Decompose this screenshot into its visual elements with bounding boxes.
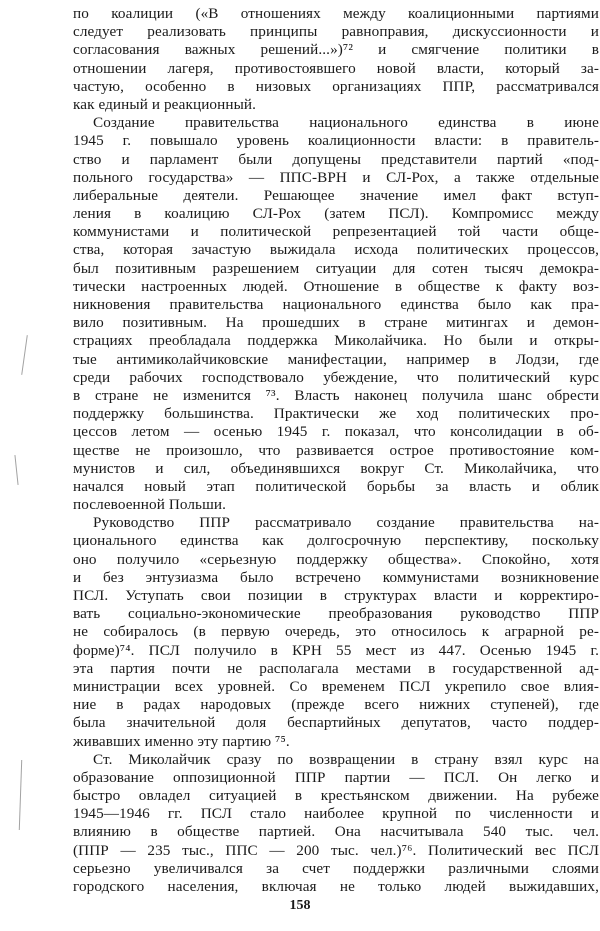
text-line: мунистов и сил, объединявшихся вокруг Ст. Миколайчика, что — [73, 459, 599, 477]
text-line: поддержку большинства. Практически же ход политических про- — [73, 405, 599, 423]
text-line: вило позитивным. На прошедших в стране митингах и демон- — [73, 314, 599, 332]
text-line: был позитивным разрешением ситуации для сотен тысяч демокра- — [73, 259, 599, 277]
margin-pencil-mark — [21, 335, 28, 375]
text-line: 1945—1946 гг. ПСЛ стало наиболее крупной по численности и — [73, 805, 599, 823]
text-line: как единый и реакционный. — [73, 95, 257, 113]
text-line: следует реализовать принципы равноправия, дискуссионности и — [73, 23, 599, 41]
text-line: форме)⁷⁴. ПСЛ получило в КРН 55 мест из 447. Осенью 1945 г. — [73, 641, 599, 659]
paragraph — [73, 751, 599, 897]
paragraph — [73, 114, 599, 514]
text-line: послевоенной Польши. — [73, 496, 227, 514]
page-body-text — [73, 5, 599, 896]
text-line: (ППР — 235 тыс., ППС — 200 тыс. чел.)⁷⁶. Политический вес ПСЛ — [73, 841, 599, 859]
text-line: живавших именно эту партию ⁷⁵. — [73, 732, 290, 750]
text-line: страциях преобладала поддержка Миколайчика. Но были и откры- — [73, 332, 599, 350]
paragraph — [73, 5, 599, 114]
text-line: и без энтузиазма было встречено коммунистами возникновение — [73, 568, 599, 586]
margin-pencil-mark — [14, 455, 18, 485]
text-line: быстро овладел ситуацией в крестьянском движении. На рубеже — [73, 787, 599, 805]
text-line: ние в радах народовых (прежде всего нижних ступеней), где — [73, 696, 599, 714]
text-line: влиянию в обществе партией. Она насчитывала 540 тыс. чел. — [73, 823, 599, 841]
text-line: ществе не произошло, что развивается острое противостояние ком- — [73, 441, 599, 459]
text-line: эта партия почти не располагала местами в государственной ад- — [73, 659, 599, 677]
text-line: 1945 г. повышало уровень коалиционности власти: в правитель- — [73, 132, 599, 150]
text-line: тически настроенных людей. Отношение в обществе к факту воз- — [73, 277, 599, 295]
text-line: была значительной доля беспартийных депутатов, часто поддер- — [73, 714, 599, 732]
text-line: ления в коалицию СЛ-Рох (затем ПСЛ). Компромисс между — [73, 205, 599, 223]
text-line: Создание правительства национального единства в июне — [93, 114, 599, 132]
text-line: тые антимиколайчиковские манифестации, например в Лодзи, где — [73, 350, 599, 368]
text-line: ционального единства как долгосрочную перспективу, поскольку — [73, 532, 599, 550]
paragraph — [73, 514, 599, 750]
text-line: образование оппозиционной ППР партии — ПСЛ. Он легко и — [73, 768, 599, 786]
page-number: 158 — [289, 898, 311, 913]
text-line: среди рабочих господствовало убеждение, что политический курс — [73, 368, 599, 386]
text-line: коммунистами и политической репрезентацией той части обще- — [73, 223, 599, 241]
text-line: ства, которая зачастую выжидала исхода политических процессов, — [73, 241, 599, 259]
text-line: не собиралось (в первую очередь, это относилось к аграрной ре- — [73, 623, 599, 641]
text-line: Руководство ППР рассматривало создание правительства на- — [93, 514, 599, 532]
text-line: ПСЛ. Уступать свои позиции в структурах власти и корректиро- — [73, 587, 599, 604]
text-line: либеральные деятели. Решающее значение имел факт вступ- — [73, 186, 599, 204]
text-line: городского населения, включая не только людей выжидавших, — [73, 878, 599, 895]
margin-pencil-mark — [19, 760, 23, 830]
text-line: начался новый этап политической борьбы за власть и облик — [73, 477, 599, 495]
text-line: согласования важных решений...»)⁷² и смягчение политики в — [73, 41, 599, 59]
text-line: в стране не изменится ⁷³. Власть наконец получила шанс обрести — [73, 386, 599, 404]
text-line: цессов летом — осенью 1945 г. показал, что консолидации в об- — [73, 423, 599, 441]
text-line: министрации всех уровней. Со временем ПСЛ укрепило свое влия- — [73, 677, 599, 695]
text-line: частую, особенно в низовых организациях ППР, рассматривался — [73, 77, 599, 95]
text-line: серьезно увеличивался за счет поддержки различными слоями — [73, 859, 599, 877]
text-line: вать социально-экономические преобразования руководство ППР — [73, 605, 599, 623]
text-line: по коалиции («В отношениях между коалиционными партиями — [73, 5, 599, 22]
text-line: Ст. Миколайчик сразу по возвращении в страну взял курс на — [93, 750, 599, 768]
text-line: ство и парламент были допущены представители партий «под- — [73, 150, 599, 168]
text-line: польного государства» — ППС-ВРН и СЛ-Рох, а также отдельные — [73, 168, 599, 186]
text-line: оно получило «серьезную поддержку общества». Спокойно, хотя — [73, 550, 599, 568]
text-line: отношении лагеря, противостоявшего новой власти, который за- — [73, 59, 599, 77]
text-line: никновения правительства национального единства было как пра- — [73, 296, 599, 313]
